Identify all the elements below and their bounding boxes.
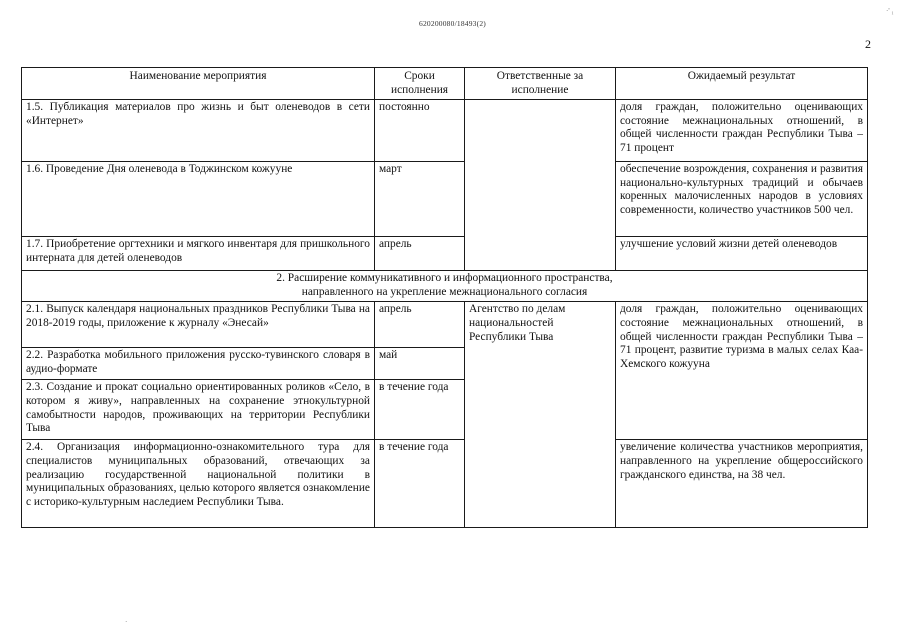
row-term: в течение года (375, 380, 465, 440)
row-result: обеспечение возрождения, сохранения и развития национально-культурных традиций и обычаев коренных малочисленных народов в условиях современности, количество участников 500 чел. (616, 162, 868, 237)
row-result: доля граждан, положительно оценивающих состояние межнациональных отношений, в общей численности граждан Республики Тыва – 71 процент, развитие туризма в малых селах Каа-Хемского кожууна (616, 302, 868, 440)
section-heading-line2: направленного на укрепление межнационального согласия (301, 285, 588, 298)
row-term: постоянно (375, 100, 465, 162)
table-row (22, 162, 868, 237)
corner-mark: ·' ₁ (886, 7, 894, 15)
table-header-row (22, 68, 868, 100)
section-heading (22, 271, 868, 302)
header-term: Сроки исполнения (375, 68, 465, 100)
row-term: май (375, 348, 465, 380)
header-responsible: Ответственные за исполнение (465, 68, 616, 100)
row-term: март (375, 162, 465, 237)
section-heading-row (22, 271, 868, 302)
row-responsible-empty (465, 100, 616, 271)
row-name: 2.2. Разработка мобильного приложения русско-тувинского словаря в аудио-формате (22, 348, 375, 380)
table-row (22, 237, 868, 271)
row-result: улучшение условий жизни детей оленеводов (616, 237, 868, 271)
row-name: 2.1. Выпуск календаря национальных праздников Республики Тыва на 2018-2019 годы, приложение к журналу «Энесай» (22, 302, 375, 348)
row-result: доля граждан, положительно оценивающих состояние межнациональных отношений, в общей численности граждан Республики Тыва – 71 процент (616, 100, 868, 162)
row-term: в течение года (375, 440, 465, 528)
table-row (22, 100, 868, 162)
section-heading-line1: 2. Расширение коммуникативного и информационного пространства, (276, 272, 613, 285)
row-name: 1.7. Приобретение оргтехники и мягкого инвентаря для пришкольного интерната для детей оленеводов (22, 237, 375, 271)
row-name: 1.6. Проведение Дня оленевода в Тоджинском кожууне (22, 162, 375, 237)
row-term: апрель (375, 237, 465, 271)
table-row (22, 302, 868, 348)
row-result: увеличение количества участников мероприятия, направленного на укрепление общероссийского гражданского единства, на 38 чел. (616, 440, 868, 528)
table-row (22, 440, 868, 528)
action-plan-table (21, 67, 868, 528)
row-name: 2.3. Создание и прокат социально ориентированных роликов «Село, в котором я живу», направленных на сохранение этнокультурной самобытности народов, проживающих на территории Республики Тыва (22, 380, 375, 440)
header-name: Наименование мероприятия (22, 68, 375, 100)
row-name: 1.5. Публикация материалов про жизнь и быт оленеводов в сети «Интернет» (22, 100, 375, 162)
stray-mark: · (125, 618, 128, 626)
row-responsible: Агентство по делам национальностей Республики Тыва (465, 302, 616, 528)
page-number: 2 (865, 37, 871, 51)
row-name: 2.4. Организация информационно-ознакомительного тура для специалистов муниципальных образований, отвечающих за реализацию государственной национальной политики в муниципальных образованиях, целью которого является ознакомление с историко-культурным наследием Республики Тыва. (22, 440, 375, 528)
header-result: Ожидаемый результат (616, 68, 868, 100)
row-term: апрель (375, 302, 465, 348)
document-number: 620200080/18493(2) (419, 19, 486, 28)
